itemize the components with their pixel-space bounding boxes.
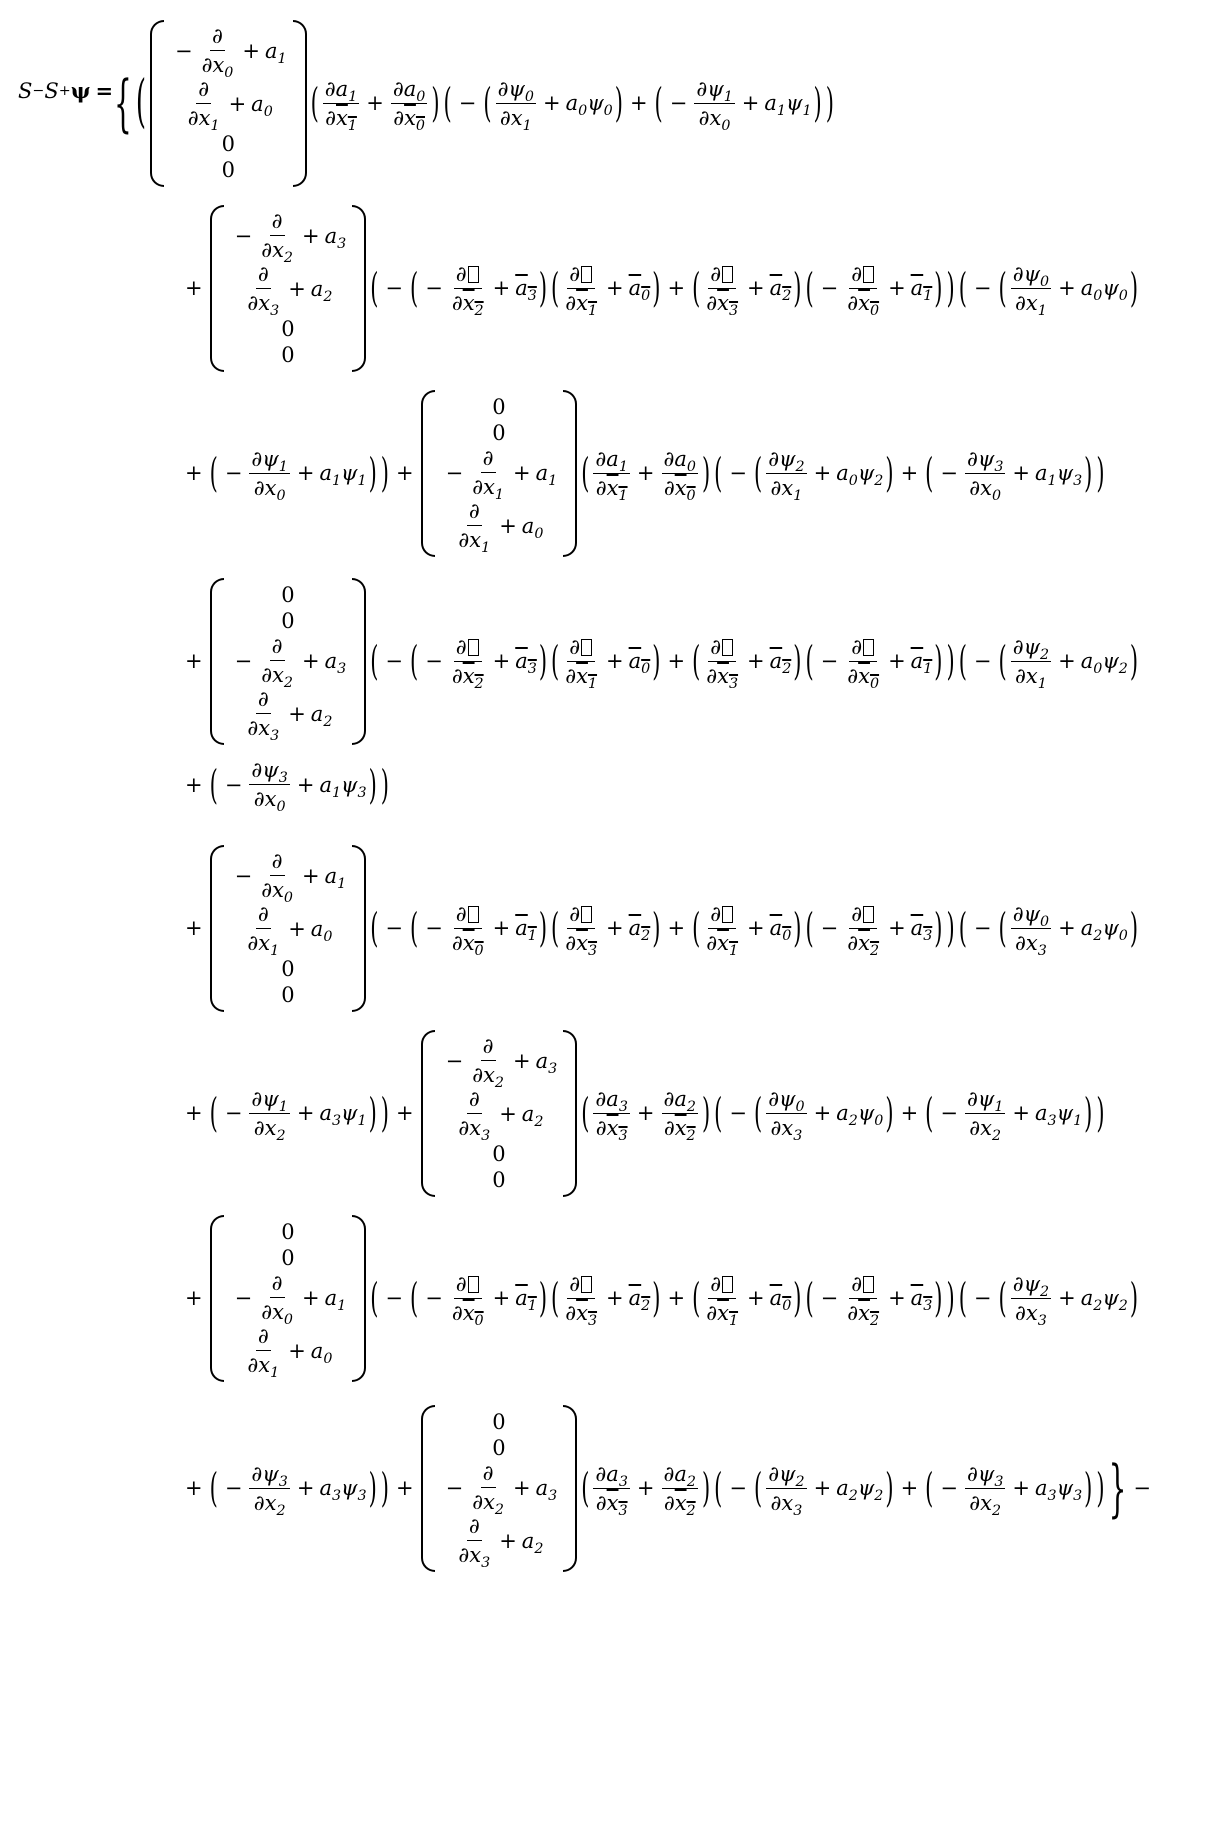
column-vector: − $\frac{\partial}{\partial x_2}$ + $a_3$ $\frac{\partial}{\partial x_3}$ + $a_2$ 0 0 [421,1030,578,1197]
equation-row-4: + 0 0 − $\frac{\partial}{\partial x_2}$ + $a_3$ $\frac{\partial}{\partial x_3}$ + $a_2$ ( − ( − $\frac{\partial}{\partial x_2}$ + $a_3$ ) ( $\frac{\partial}{\partial x_1}$ + $a_0$ ) + ( $\frac{\partial}{\partial x_3}$ + $a_2$ ) ( − $\frac{\partial}{\partial x_0}$ + $a_1$ ) ) ( − ( $\frac{\partial\psi_2}{\partial x_1}$ + $a_0$ $\psi_2$ ) [0,578,1027,745]
equation-row-9: + ( − $\frac{\partial\psi_3}{\partial x_2}$ + $a_3$ $\psi_3$ ) ) + 0 0 − $\frac{\partial}{\partial x_2}$ + $a_3$ $\frac{\partial}{\partial x_3}$ + $a_2$ ( $\frac{\partial a_3}{\partial x_3}$ + $\frac{\partial a_2}{\partial x_2}$ ) ( − ( $\frac{\partial\psi_2}{\partial x_3}$ + $a_2$ $\psi_2$ ) + ( − $\frac{\partial\psi_3}{\partial x_2}$ + $a_3$ $\psi_3$ ) ) } − [0,1405,1027,1572]
equation-row-2: + − $\frac{\partial}{\partial x_2}$ + $a_3$ $\frac{\partial}{\partial x_3}$ + $a_2$ 0 0 ( − ( − $\frac{\partial}{\partial x_2}$ + $a_3$ ) ( $\frac{\partial}{\partial x_1}$ + $a_0$ ) + ( $\frac{\partial}{\partial x_3}$ + $a_2$ ) ( − $\frac{\partial}{\partial x_0}$ + $a_1$ ) ) ( − ( $\frac{\partial\psi_0}{\partial x_1}$ + $a_0$ $\psi_0$ ) [0,205,1027,372]
column-vector: − $\frac{\partial}{\partial x_0}$ + $a_1$ $\frac{\partial}{\partial x_1}$ + $a_0$ 0 0 [150,20,307,187]
equation-lhs: S − S + ψ = [18,78,114,103]
column-vector: 0 0 − $\frac{\partial}{\partial x_2}$ + $a_3$ $\frac{\partial}{\partial x_3}$ + $a_2$ [210,578,367,745]
column-vector: − $\frac{\partial}{\partial x_2}$ + $a_3$ $\frac{\partial}{\partial x_3}$ + $a_2$ 0 0 [210,205,367,372]
column-vector: − $\frac{\partial}{\partial x_0}$ + $a_1$ $\frac{\partial}{\partial x_1}$ + $a_0$ 0 0 [210,845,367,1012]
lhs-psi: ψ [70,78,91,103]
equation-row-7: + ( − $\frac{\partial\psi_1}{\partial x_2}$ + $a_3$ $\psi_1$ ) ) + − $\frac{\partial}{\partial x_2}$ + $a_3$ $\frac{\partial}{\partial x_3}$ + $a_2$ 0 0 ( $\frac{\partial a_3}{\partial x_3}$ + $\frac{\partial a_2}{\partial x_2}$ ) ( − ( $\frac{\partial\psi_0}{\partial x_3}$ + $a_2$ $\psi_0$ ) + ( − $\frac{\partial\psi_1}{\partial x_2}$ + $a_3$ $\psi_1$ ) ) [0,1030,1027,1197]
column-vector: 0 0 − $\frac{\partial}{\partial x_0}$ + $a_1$ $\frac{\partial}{\partial x_1}$ + $a_0$ [210,1215,367,1382]
equation-row-1: { ( − $\frac{\partial}{\partial x_0}$ + $a_1$ $\frac{\partial}{\partial x_1}$ + $a_0$ 0 0 ( $\frac{\partial a_1}{\partial x_1}$ + $\frac{\partial a_0}{\partial x_0}$ ) ( − ( $\frac{\partial\psi_0}{\partial x_1}$ + $a_0$ $\psi_0$ ) + ( − $\frac{\partial\psi_1}{\partial x_0}$ + $a_1$ $\psi_1$ ) ) [0,20,1095,187]
equation-row-3: + ( − $\frac{\partial\psi_1}{\partial x_0}$ + $a_1$ $\psi_1$ ) ) + 0 0 − $\frac{\partial}{\partial x_1}$ + $a_1$ $\frac{\partial}{\partial x_1}$ + $a_0$ ( $\frac{\partial a_1}{\partial x_1}$ + $\frac{\partial a_0}{\partial x_0}$ ) ( − ( $\frac{\partial\psi_2}{\partial x_1}$ + $a_0$ $\psi_2$ ) + ( − $\frac{\partial\psi_3}{\partial x_0}$ + $a_1$ $\psi_3$ ) ) [0,390,1027,557]
column-vector: 0 0 − $\frac{\partial}{\partial x_2}$ + $a_3$ $\frac{\partial}{\partial x_3}$ + $a_2$ [421,1405,578,1572]
column-vector: 0 0 − $\frac{\partial}{\partial x_1}$ + $a_1$ $\frac{\partial}{\partial x_1}$ + $a_0$ [421,390,578,557]
equation-row-6: + − $\frac{\partial}{\partial x_0}$ + $a_1$ $\frac{\partial}{\partial x_1}$ + $a_0$ 0 0 ( − ( − $\frac{\partial}{\partial x_0}$ + $a_1$ ) ( $\frac{\partial}{\partial x_3}$ + $a_2$ ) + ( $\frac{\partial}{\partial x_1}$ + $a_0$ ) ( − $\frac{\partial}{\partial x_2}$ + $a_3$ ) ) ( − ( $\frac{\partial\psi_0}{\partial x_3}$ + $a_2$ $\psi_0$ ) [0,845,1027,1012]
equation-row-8: + 0 0 − $\frac{\partial}{\partial x_0}$ + $a_1$ $\frac{\partial}{\partial x_1}$ + $a_0$ ( − ( − $\frac{\partial}{\partial x_0}$ + $a_1$ ) ( $\frac{\partial}{\partial x_3}$ + $a_2$ ) + ( $\frac{\partial}{\partial x_1}$ + $a_0$ ) ( − $\frac{\partial}{\partial x_2}$ + $a_3$ ) ) ( − ( $\frac{\partial\psi_2}{\partial x_3}$ + $a_2$ $\psi_2$ ) [0,1215,1027,1382]
trailing-minus: − [1133,1476,1151,1501]
equation-row-5: + ( − $\frac{\partial\psi_3}{\partial x_0}$ + $a_1$ $\psi_3$ ) ) [185,758,389,816]
lhs-s-minus: S [18,78,33,103]
lhs-s-plus: S [44,78,59,103]
lhs-equals: = [95,78,114,103]
